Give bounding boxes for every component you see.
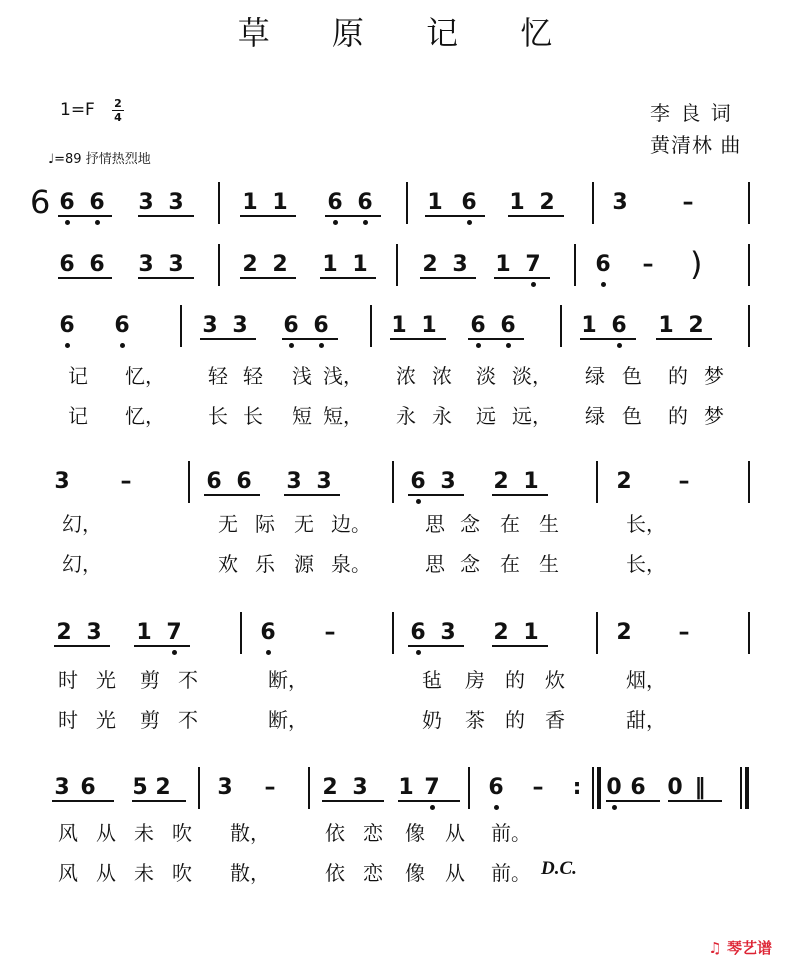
jianpu-note: 6 xyxy=(206,469,222,494)
lyric-char: 像 xyxy=(405,821,425,845)
jianpu-note: 6 xyxy=(89,252,105,277)
jianpu-note: – xyxy=(120,469,132,494)
lyric-char: 记 xyxy=(68,364,88,388)
bar-line xyxy=(406,182,408,224)
bar-line xyxy=(468,767,470,809)
bar-line xyxy=(188,461,190,503)
jianpu-note: – xyxy=(264,775,276,800)
beam-underline xyxy=(138,215,194,217)
octave-dot xyxy=(65,220,70,225)
lyric-char: 长 xyxy=(243,404,263,428)
lyric-char: 永 xyxy=(432,404,452,428)
lyric-char: 幻， xyxy=(62,512,102,536)
beam-underline xyxy=(390,338,446,340)
octave-dot xyxy=(467,220,472,225)
lyric-char: 奶 xyxy=(422,708,442,732)
jianpu-note: 3 xyxy=(352,775,368,800)
lyric-char: 幻， xyxy=(62,552,102,576)
jianpu-note: 1 xyxy=(581,313,597,338)
bar-line xyxy=(396,244,398,286)
jianpu-note: 2 xyxy=(539,190,555,215)
bar-line xyxy=(240,612,242,654)
jianpu-note: 6 xyxy=(80,775,96,800)
beam-underline xyxy=(508,215,564,217)
lyric-char: 际 xyxy=(255,512,275,536)
jianpu-note: 6 xyxy=(410,620,426,645)
key-signature: 1=F xyxy=(60,100,95,120)
repeat-dots: : xyxy=(572,775,582,800)
jianpu-note: 1 xyxy=(391,313,407,338)
lyric-char: 的 xyxy=(668,364,688,388)
jianpu-note: 7 xyxy=(525,252,541,277)
jianpu-note: 7 xyxy=(166,620,182,645)
jianpu-note: – xyxy=(682,190,694,215)
jianpu-note: 2 xyxy=(688,313,704,338)
jianpu-note: 6 xyxy=(313,313,329,338)
jianpu-note: 2 xyxy=(616,620,632,645)
jianpu-note: 1 xyxy=(272,190,288,215)
jianpu-note: 1 xyxy=(136,620,152,645)
jianpu-note: 6 xyxy=(470,313,486,338)
jianpu-note: 2 xyxy=(242,252,258,277)
lyric-char: 剪 xyxy=(140,708,160,732)
jianpu-note: 6 xyxy=(410,469,426,494)
lyric-char: 浓 xyxy=(396,364,416,388)
beam-underline xyxy=(54,645,110,647)
lyric-char: 短 xyxy=(292,404,312,428)
lyric-char: 断， xyxy=(268,668,308,692)
jianpu-note: 1 xyxy=(523,469,539,494)
beam-underline xyxy=(200,338,256,340)
lyric-char: 吹 xyxy=(172,861,192,885)
lyric-char: 无 xyxy=(294,512,314,536)
bracket: 6 xyxy=(30,183,51,221)
lyric-char: 炊 xyxy=(545,668,565,692)
jianpu-note: 3 xyxy=(232,313,248,338)
lyric-char: 记 xyxy=(68,404,88,428)
watermark-logo: ♫ 琴艺谱 xyxy=(708,939,772,957)
lyric-char: 散， xyxy=(230,861,270,885)
lyric-char: 剪 xyxy=(140,668,160,692)
lyric-char: 生 xyxy=(539,512,559,536)
jianpu-note: 3 xyxy=(440,620,456,645)
octave-dot xyxy=(430,805,435,810)
lyric-char: 乐 xyxy=(255,552,275,576)
tempo-marking: ♩=89 抒情热烈地 xyxy=(48,152,151,167)
jianpu-note: 6 xyxy=(59,313,75,338)
jianpu-note: 6 xyxy=(500,313,516,338)
lyric-char: 浅， xyxy=(323,364,363,388)
lyric-char: 风 xyxy=(58,821,78,845)
jianpu-note: 2 xyxy=(155,775,171,800)
jianpu-note: 2 xyxy=(493,620,509,645)
lyric-char: 淡 xyxy=(476,364,496,388)
jianpu-note: 1 xyxy=(421,313,437,338)
lyric-char: 时 xyxy=(58,708,78,732)
beam-underline xyxy=(492,645,548,647)
bar-line xyxy=(370,305,372,347)
lyric-char: 边。 xyxy=(331,512,371,536)
lyric-char: 依 xyxy=(325,861,345,885)
time-signature: 2 4 xyxy=(112,98,124,123)
octave-dot xyxy=(172,650,177,655)
lyric-char: 光 xyxy=(96,708,116,732)
bar-line xyxy=(180,305,182,347)
bar-line xyxy=(748,461,750,503)
bar-line xyxy=(392,461,394,503)
lyric-char: 从 xyxy=(445,861,465,885)
jianpu-note: 6 xyxy=(327,190,343,215)
bar-line xyxy=(748,612,750,654)
da-capo-marking: D.C. xyxy=(541,858,577,879)
jianpu-note: – xyxy=(678,620,690,645)
lyric-char: 生 xyxy=(539,552,559,576)
jianpu-note: 2 xyxy=(616,469,632,494)
jianpu-note: 3 xyxy=(54,469,70,494)
lyric-char: 轻 xyxy=(243,364,263,388)
lyric-char: 毡 xyxy=(422,668,442,692)
beam-underline xyxy=(52,800,114,802)
jianpu-note: 3 xyxy=(168,190,184,215)
beam-underline xyxy=(284,494,340,496)
jianpu-note: 6 xyxy=(260,620,276,645)
beam-underline xyxy=(408,645,464,647)
lyric-char: 长 xyxy=(208,404,228,428)
lyric-char: 前。 xyxy=(491,861,531,885)
beam-underline xyxy=(204,494,260,496)
lyric-char: 泉。 xyxy=(331,552,371,576)
lyric-char: 依 xyxy=(325,821,345,845)
jianpu-note: 1 xyxy=(242,190,258,215)
lyric-char: 思 xyxy=(425,552,445,576)
bar-line xyxy=(597,767,601,809)
jianpu-note: 6 xyxy=(461,190,477,215)
lyric-char: 茶 xyxy=(465,708,485,732)
lyric-char: 淡， xyxy=(512,364,552,388)
beam-underline xyxy=(580,338,636,340)
lyric-char: 吹 xyxy=(172,821,192,845)
jianpu-note: 6 xyxy=(114,313,130,338)
lyric-char: 在 xyxy=(500,512,520,536)
lyric-char: 时 xyxy=(58,668,78,692)
beam-underline xyxy=(240,277,296,279)
octave-dot xyxy=(333,220,338,225)
octave-dot xyxy=(416,650,421,655)
jianpu-note: 3 xyxy=(440,469,456,494)
jianpu-note: – xyxy=(532,775,544,800)
lyric-char: 忆， xyxy=(125,364,165,388)
lyric-char: 色 xyxy=(622,364,642,388)
jianpu-note: 3 xyxy=(54,775,70,800)
jianpu-note: 0 xyxy=(667,775,683,800)
lyric-char: 短， xyxy=(323,404,363,428)
lyric-char: 梦 xyxy=(704,404,724,428)
jianpu-note: 6 xyxy=(357,190,373,215)
jianpu-note: 3 xyxy=(452,252,468,277)
lyric-char: 梦 xyxy=(704,364,724,388)
lyric-char: 的 xyxy=(668,404,688,428)
beam-underline xyxy=(408,494,464,496)
octave-dot xyxy=(494,805,499,810)
lyric-char: 绿 xyxy=(585,404,605,428)
jianpu-note: 3 xyxy=(168,252,184,277)
lyric-char: 像 xyxy=(405,861,425,885)
octave-dot xyxy=(319,343,324,348)
octave-dot xyxy=(601,282,606,287)
jianpu-note: 3 xyxy=(217,775,233,800)
octave-dot xyxy=(95,220,100,225)
beam-underline xyxy=(420,277,476,279)
jianpu-note: 1 xyxy=(495,252,511,277)
beam-underline xyxy=(320,277,376,279)
lyric-char: 长， xyxy=(626,512,666,536)
beam-underline xyxy=(322,800,384,802)
bar-line xyxy=(560,305,562,347)
beam-underline xyxy=(138,277,194,279)
jianpu-note: 1 xyxy=(509,190,525,215)
lyric-char: 念 xyxy=(460,512,480,536)
jianpu-note: 3 xyxy=(138,190,154,215)
lyric-char: 从 xyxy=(445,821,465,845)
beam-underline xyxy=(240,215,296,217)
beam-underline xyxy=(425,215,485,217)
jianpu-note: – xyxy=(642,252,654,277)
jianpu-note: 2 xyxy=(56,620,72,645)
lyric-char: 房 xyxy=(465,668,485,692)
lyric-char: 香 xyxy=(545,708,565,732)
jianpu-note: 6 xyxy=(611,313,627,338)
bar-line xyxy=(198,767,200,809)
lyric-char: 远， xyxy=(512,404,552,428)
lyric-char: 源 xyxy=(294,552,314,576)
jianpu-note: 3 xyxy=(202,313,218,338)
lyric-char: 从 xyxy=(96,861,116,885)
beam-underline xyxy=(606,800,660,802)
jianpu-note: 6 xyxy=(283,313,299,338)
lyric-char: 远 xyxy=(476,404,496,428)
jianpu-note: – xyxy=(324,620,336,645)
jianpu-note: 6 xyxy=(488,775,504,800)
jianpu-note: 3 xyxy=(138,252,154,277)
beam-underline xyxy=(668,800,722,802)
octave-dot xyxy=(289,343,294,348)
bar-line xyxy=(592,767,594,809)
beam-underline xyxy=(492,494,548,496)
jianpu-note: 6 xyxy=(59,190,75,215)
lyric-char: 未 xyxy=(134,861,154,885)
lyric-char: 无 xyxy=(218,512,238,536)
lyric-char: 轻 xyxy=(208,364,228,388)
lyric-char: 长， xyxy=(626,552,666,576)
jianpu-note: 2 xyxy=(422,252,438,277)
composer-credit: 黄清林 曲 xyxy=(650,133,742,157)
jianpu-note: – xyxy=(678,469,690,494)
lyricist-credit: 李 良 词 xyxy=(650,101,733,125)
jianpu-note: 3 xyxy=(316,469,332,494)
song-title: 草 原 记 忆 xyxy=(237,14,579,52)
beam-underline xyxy=(398,800,460,802)
jianpu-note: 3 xyxy=(612,190,628,215)
beam-underline xyxy=(58,215,112,217)
beam-underline xyxy=(468,338,524,340)
beam-underline xyxy=(656,338,712,340)
lyric-char: 不 xyxy=(178,668,198,692)
octave-dot xyxy=(476,343,481,348)
lyric-char: 的 xyxy=(505,708,525,732)
beam-underline xyxy=(134,645,190,647)
jianpu-note: 1 xyxy=(427,190,443,215)
lyric-char: 欢 xyxy=(218,552,238,576)
beam-underline xyxy=(282,338,338,340)
octave-dot xyxy=(506,343,511,348)
bar-line xyxy=(740,767,742,809)
lyric-char: 浓 xyxy=(432,364,452,388)
jianpu-note: 1 xyxy=(322,252,338,277)
beam-underline xyxy=(58,277,112,279)
lyric-char: 的 xyxy=(505,668,525,692)
lyric-char: 恋 xyxy=(363,821,383,845)
lyric-char: 散， xyxy=(230,821,270,845)
lyric-char: 忆， xyxy=(125,404,165,428)
jianpu-note: 6 xyxy=(595,252,611,277)
jianpu-note: 6 xyxy=(236,469,252,494)
bar-line xyxy=(392,612,394,654)
lyric-char: 前。 xyxy=(491,821,531,845)
lyric-char: 色 xyxy=(622,404,642,428)
jianpu-note: 7 xyxy=(424,775,440,800)
jianpu-note: 1 xyxy=(398,775,414,800)
octave-dot xyxy=(266,650,271,655)
lyric-char: 在 xyxy=(500,552,520,576)
lyric-char: 思 xyxy=(425,512,445,536)
lyric-char: 念 xyxy=(460,552,480,576)
octave-dot xyxy=(617,343,622,348)
bar-line xyxy=(218,244,220,286)
bar-line xyxy=(308,767,310,809)
octave-dot xyxy=(363,220,368,225)
bar-line xyxy=(596,612,598,654)
octave-dot xyxy=(120,343,125,348)
octave-dot xyxy=(65,343,70,348)
bar-line xyxy=(748,182,750,224)
bar-line xyxy=(748,244,750,286)
octave-dot xyxy=(416,499,421,504)
bar-line xyxy=(745,767,749,809)
octave-dot xyxy=(531,282,536,287)
bar-line xyxy=(748,305,750,347)
beam-underline xyxy=(325,215,381,217)
jianpu-note: 6 xyxy=(630,775,646,800)
bar-line xyxy=(596,461,598,503)
jianpu-note: 6 xyxy=(89,190,105,215)
jianpu-note: 3 xyxy=(86,620,102,645)
lyric-char: 浅 xyxy=(292,364,312,388)
jianpu-note: 1 xyxy=(658,313,674,338)
jianpu-note: ‖ xyxy=(694,775,706,800)
jianpu-note: 2 xyxy=(322,775,338,800)
lyric-char: 从 xyxy=(96,821,116,845)
lyric-char: 绿 xyxy=(585,364,605,388)
lyric-char: 风 xyxy=(58,861,78,885)
lyric-char: 恋 xyxy=(363,861,383,885)
lyric-char: 未 xyxy=(134,821,154,845)
bar-line xyxy=(592,182,594,224)
jianpu-note: 2 xyxy=(493,469,509,494)
jianpu-note: 2 xyxy=(272,252,288,277)
lyric-char: 光 xyxy=(96,668,116,692)
jianpu-note: 6 xyxy=(59,252,75,277)
lyric-char: 断， xyxy=(268,708,308,732)
bracket: ) xyxy=(690,245,703,283)
jianpu-note: 1 xyxy=(352,252,368,277)
lyric-char: 甜， xyxy=(626,708,666,732)
octave-dot xyxy=(612,805,617,810)
lyric-char: 不 xyxy=(178,708,198,732)
jianpu-note: 0 xyxy=(606,775,622,800)
jianpu-note: 3 xyxy=(286,469,302,494)
bar-line xyxy=(218,182,220,224)
jianpu-note: 1 xyxy=(523,620,539,645)
bar-line xyxy=(574,244,576,286)
beam-underline xyxy=(132,800,186,802)
logo-icon: ♫ xyxy=(708,939,722,957)
lyric-char: 烟， xyxy=(626,668,666,692)
lyric-char: 永 xyxy=(396,404,416,428)
jianpu-note: 5 xyxy=(132,775,148,800)
beam-underline xyxy=(494,277,550,279)
